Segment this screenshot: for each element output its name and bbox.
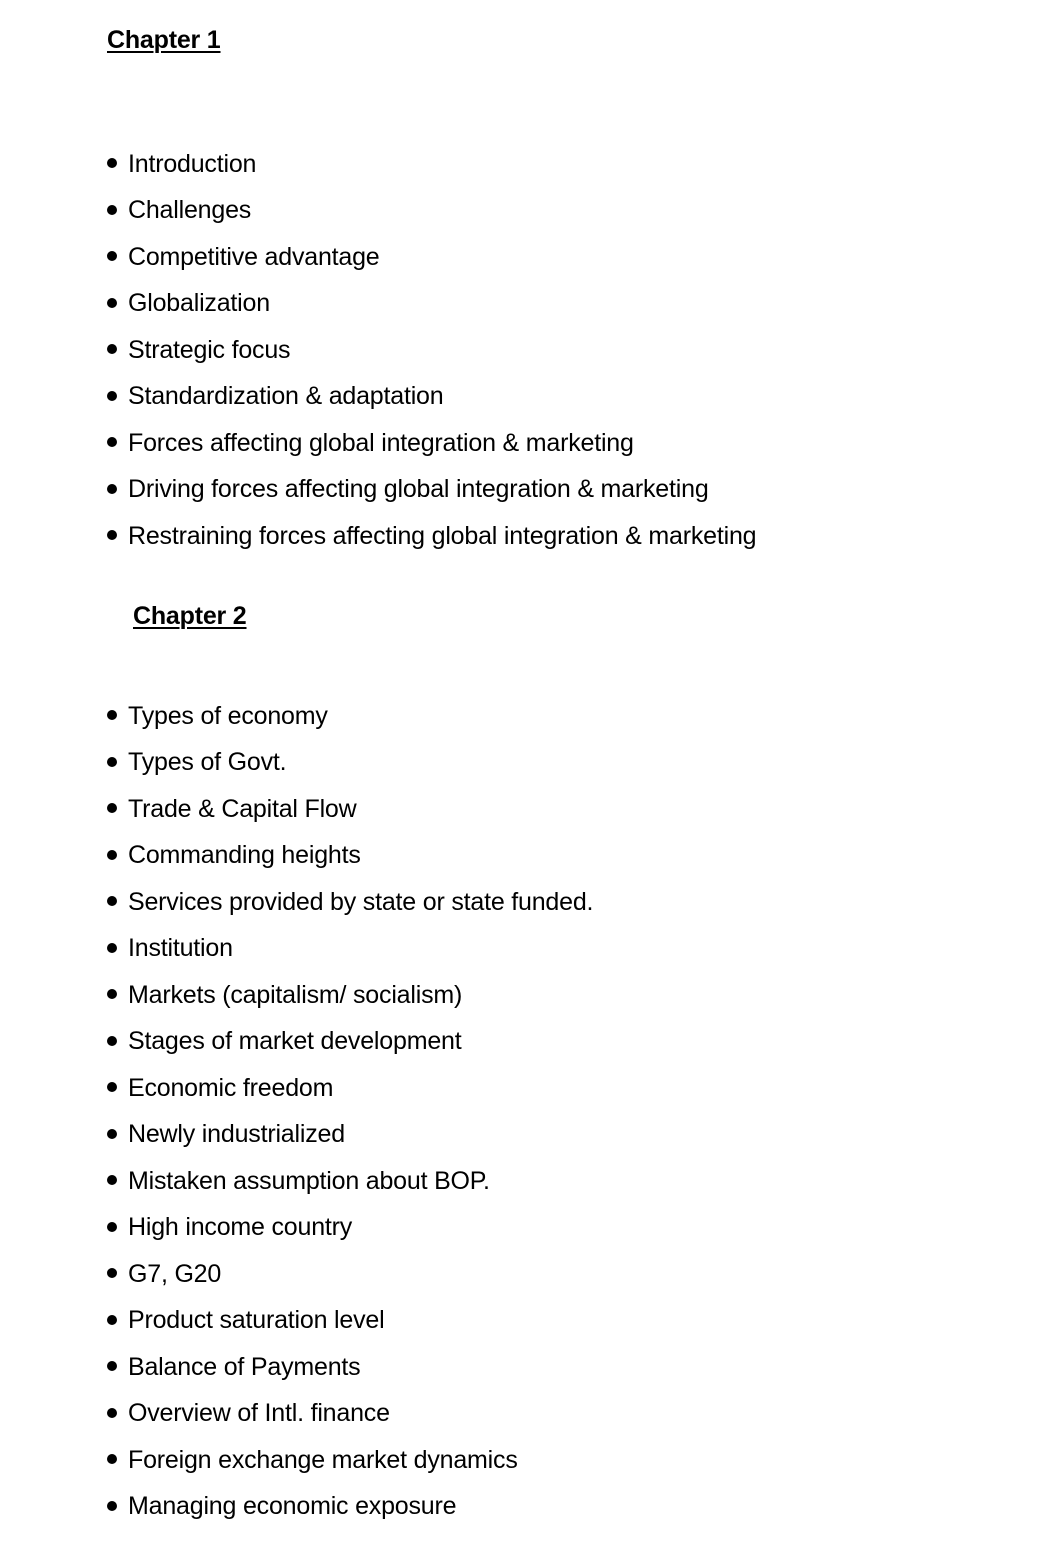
- list-item: [107, 188, 756, 235]
- list-item-text: Strategic focus: [128, 335, 291, 364]
- list-item-text: Globalization: [128, 289, 270, 318]
- bullet-icon: [107, 1361, 117, 1371]
- chapter-2-heading: Chapter 2: [133, 602, 247, 630]
- bullet-icon: [107, 803, 117, 813]
- list-item: [107, 141, 756, 188]
- list-item: [107, 926, 593, 973]
- list-item: [107, 1484, 593, 1531]
- list-item-text: Driving forces affecting global integration & marketing: [128, 475, 709, 504]
- list-item-text: Economic freedom: [128, 1073, 334, 1102]
- list-item: [107, 1019, 593, 1066]
- list-item-text: Standardization & adaptation: [128, 382, 444, 411]
- bullet-icon: [107, 1175, 117, 1185]
- bullet-icon: [107, 251, 117, 261]
- bullet-icon: [107, 1501, 117, 1511]
- bullet-icon: [107, 757, 117, 767]
- bullet-icon: [107, 1268, 117, 1278]
- list-item: [107, 1065, 593, 1112]
- list-item: [107, 234, 756, 281]
- list-item-text: Competitive advantage: [128, 242, 380, 271]
- bullet-icon: [107, 391, 117, 401]
- bullet-icon: [107, 1408, 117, 1418]
- bullet-icon: [107, 1315, 117, 1325]
- list-item-text: Mistaken assumption about BOP.: [128, 1166, 490, 1195]
- list-item: [107, 972, 593, 1019]
- list-item-text: Types of Govt.: [128, 748, 287, 777]
- bullet-icon: [107, 1222, 117, 1232]
- list-item-text: Trade & Capital Flow: [128, 794, 357, 823]
- list-item: [107, 1112, 593, 1159]
- bullet-icon: [107, 1129, 117, 1139]
- bullet-icon: [107, 1036, 117, 1046]
- list-item: [107, 1298, 593, 1345]
- list-item: [107, 467, 756, 514]
- chapter-1-topic-list: [107, 141, 756, 560]
- bullet-icon: [107, 437, 117, 447]
- list-item-text: Markets (capitalism/ socialism): [128, 980, 463, 1009]
- list-item: [107, 281, 756, 328]
- list-item: [107, 1437, 593, 1484]
- bullet-icon: [107, 1082, 117, 1092]
- bullet-icon: [107, 850, 117, 860]
- bullet-icon: [107, 896, 117, 906]
- list-item: [107, 1205, 593, 1252]
- list-item-text: High income country: [128, 1213, 353, 1242]
- list-item-text: G7, G20: [128, 1259, 222, 1288]
- list-item: [107, 833, 593, 880]
- bullet-icon: [107, 989, 117, 999]
- bullet-icon: [107, 530, 117, 540]
- bullet-icon: [107, 205, 117, 215]
- bullet-icon: [107, 484, 117, 494]
- list-item-text: Commanding heights: [128, 841, 361, 870]
- list-item: [107, 1344, 593, 1391]
- list-item-text: Stages of market development: [128, 1027, 462, 1056]
- list-item: [107, 420, 756, 467]
- list-item: [107, 1391, 593, 1438]
- list-item: [107, 693, 593, 740]
- bullet-icon: [107, 158, 117, 168]
- chapter-1-heading: Chapter 1: [107, 26, 221, 54]
- bullet-icon: [107, 298, 117, 308]
- list-item-text: Restraining forces affecting global integration & marketing: [128, 521, 757, 550]
- list-item-text: Forces affecting global integration & marketing: [128, 428, 634, 457]
- list-item-text: Introduction: [128, 149, 257, 178]
- list-item-text: Newly industrialized: [128, 1120, 345, 1149]
- list-item-text: Institution: [128, 934, 233, 963]
- list-item-text: Overview of Intl. finance: [128, 1399, 390, 1428]
- bullet-icon: [107, 943, 117, 953]
- list-item: [107, 513, 756, 560]
- bullet-icon: [107, 1454, 117, 1464]
- list-item-text: Balance of Payments: [128, 1352, 361, 1381]
- list-item-text: Managing economic exposure: [128, 1492, 457, 1521]
- list-item-text: Challenges: [128, 196, 252, 225]
- list-item-text: Types of economy: [128, 701, 328, 730]
- list-item: [107, 879, 593, 926]
- list-item: [107, 1158, 593, 1205]
- bullet-icon: [107, 710, 117, 720]
- list-item-text: Product saturation level: [128, 1306, 385, 1335]
- list-item: [107, 786, 593, 833]
- list-item-text: Services provided by state or state funded.: [128, 887, 594, 916]
- list-item-text: Foreign exchange market dynamics: [128, 1445, 518, 1474]
- list-item: [107, 327, 756, 374]
- list-item: [107, 374, 756, 421]
- chapter-2-topic-list: [107, 693, 593, 1530]
- list-item: [107, 1251, 593, 1298]
- list-item: [107, 740, 593, 787]
- bullet-icon: [107, 344, 117, 354]
